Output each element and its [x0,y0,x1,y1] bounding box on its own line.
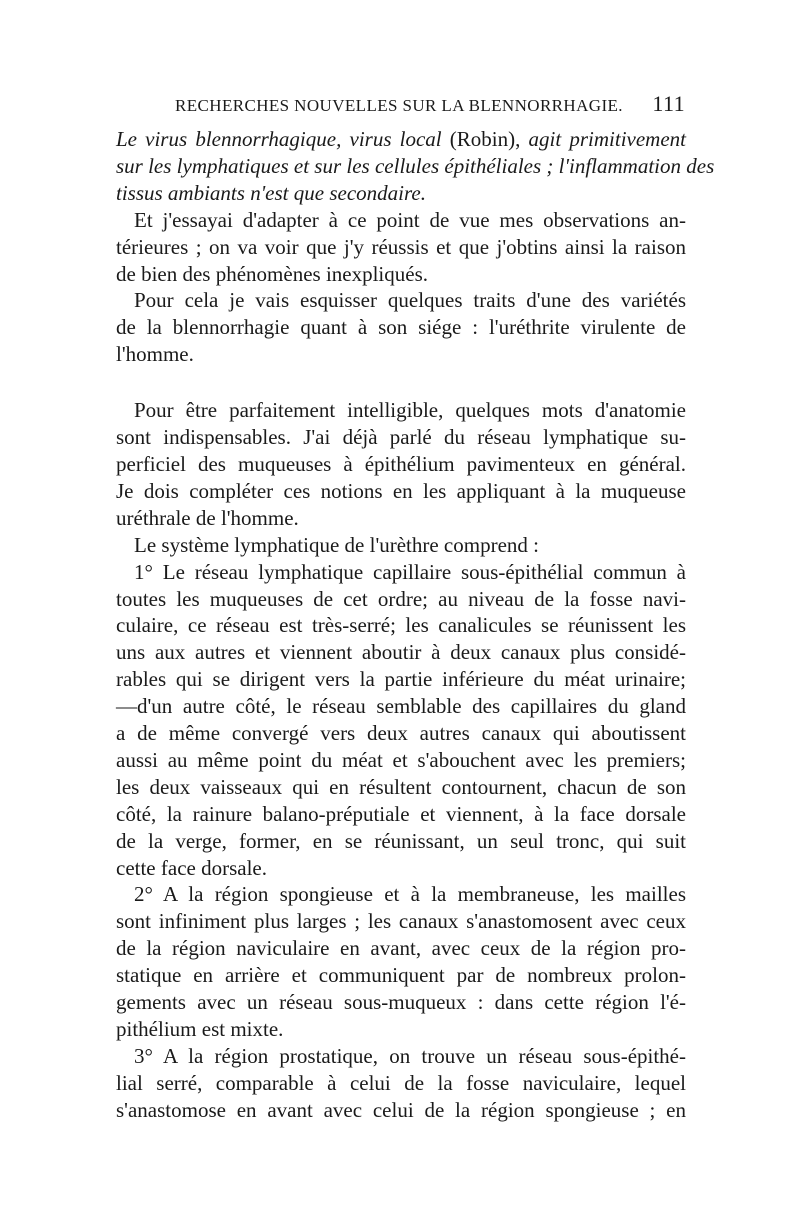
text-segment: pithélium est mixte. [116,1017,284,1041]
text-segment: 3° A la région prostatique, on trouve un réseau sous-épithé- [134,1043,686,1068]
italic-text-segment: agit primitivement [528,127,686,151]
text-segment: aussi au même point du méat et s'abouchent avec les premiers; [116,747,686,772]
text-segment: Le système lymphatique de l'urèthre comprend : [134,532,539,557]
text-line [116,855,686,882]
text-segment: Pour être parfaitement intelligible, quelques mots d'anatomie [134,398,686,423]
text-segment: uréthrale de l'homme. [116,505,299,530]
text-line [116,747,686,774]
italic-text-segment: sur les lymphatiques et sur les cellules épithéliales ; l'inflammation des [116,153,715,178]
text-line [116,1043,686,1070]
text-segment: sont indispensables. J'ai déjà parlé du réseau lymphatique su- [116,425,686,450]
text-segment: de la verge, former, en se réunissant, un seul tronc, qui suit [116,828,686,853]
text-segment: Pour cela je vais esquisser quelques traits d'une des variétés [134,288,686,313]
text-segment: statique en arrière et communiquent par de nombreux prolon- [116,963,686,988]
text-line [116,693,686,720]
text-line [116,559,686,586]
text-line [116,153,715,180]
text-line [116,234,686,261]
text-line [116,1097,686,1124]
text-line [116,424,686,451]
text-line [116,341,686,368]
text-line [116,397,686,424]
text-segment: a de même convergé vers deux autres canaux qui aboutissent [116,721,686,746]
text-segment: culaire, ce réseau est très-serré; les canalicules se réunissent les [116,613,686,638]
text-segment: 1° Le réseau lymphatique capillaire sous-épithélial commun à [134,559,686,584]
text-segment: Et j'essayai d'adapter à ce point de vue mes observations an- [134,207,686,232]
text-line [116,505,686,532]
text-segment: de la blennorrhagie quant à son siége : l'uréthrite virulente de [116,315,686,340]
text-segment: térieures ; on va voir que j'y réussis et que j'obtins ainsi la raison [116,234,686,259]
text-line [116,774,686,801]
text-segment: sont infiniment plus larges ; les canaux s'anastomosent avec ceux [116,909,686,934]
text-segment: perficiel des muqueuses à épithélium pavimenteux en général. [116,451,686,476]
text-segment: les deux vaisseaux qui en résultent contournent, chacun de son [116,774,686,799]
italic-text-segment: tissus ambiants n'est que secondaire. [116,180,426,205]
text-line [116,908,686,935]
text-segment: l'homme. [116,342,194,367]
text-segment: toutes les muqueuses de cet ordre; au niveau de la fosse navi- [116,586,686,611]
text-line [116,314,686,341]
text-segment: lial serré, comparable à celui de la fosse naviculaire, lequel [116,1070,686,1095]
text-line [116,639,686,666]
text-line [116,287,686,314]
text-line [116,666,686,693]
running-header [175,91,685,122]
text-line [116,1016,686,1043]
text-segment: côté, la rainure balano-préputiale et viennent, à la face dorsale [116,801,686,826]
text-segment: (Robin), [441,127,529,151]
paragraph-gap [116,368,686,397]
text-line [116,989,686,1016]
text-line [116,962,686,989]
text-line [116,180,686,207]
text-segment: gements avec un réseau sous-muqueux : dans cette région l'é- [116,990,686,1015]
text-line [116,586,686,613]
text-line [116,1070,686,1097]
text-segment: de bien des phénomènes inexpliqués. [116,261,429,286]
text-line [116,881,686,908]
text-line [116,801,686,828]
text-segment: de la région naviculaire en avant, avec ceux de la région pro- [116,936,686,961]
text-line [116,612,686,639]
page-number: 111 [652,91,685,116]
text-segment: s'anastomose en avant avec celui de la région spongieuse ; en [116,1097,686,1122]
text-line [116,126,686,153]
italic-text-segment: Le virus blennorrhagique, virus local [116,127,442,151]
text-line [116,261,686,288]
text-segment: rables qui se dirigent vers la partie inférieure du méat urinaire; [116,667,686,692]
text-segment: uns aux autres et viennent aboutir à deux canaux plus considé- [116,640,686,665]
text-segment: 2° A la région spongieuse et à la membraneuse, les mailles [134,882,686,907]
text-line [116,720,686,747]
running-title: RECHERCHES NOUVELLES SUR LA BLENNORRHAGIE. [175,96,623,115]
text-segment: Je dois compléter ces notions en les appliquant à la muqueuse [116,478,686,503]
text-segment: —d'un autre côté, le réseau semblable des capillaires du gland [116,694,686,719]
text-segment: cette face dorsale. [116,855,267,880]
text-line [116,828,686,855]
text-line [116,935,686,962]
text-line [116,478,686,505]
text-line [116,451,686,478]
text-line [116,207,686,234]
text-line [116,532,686,559]
body-text [116,126,715,1124]
